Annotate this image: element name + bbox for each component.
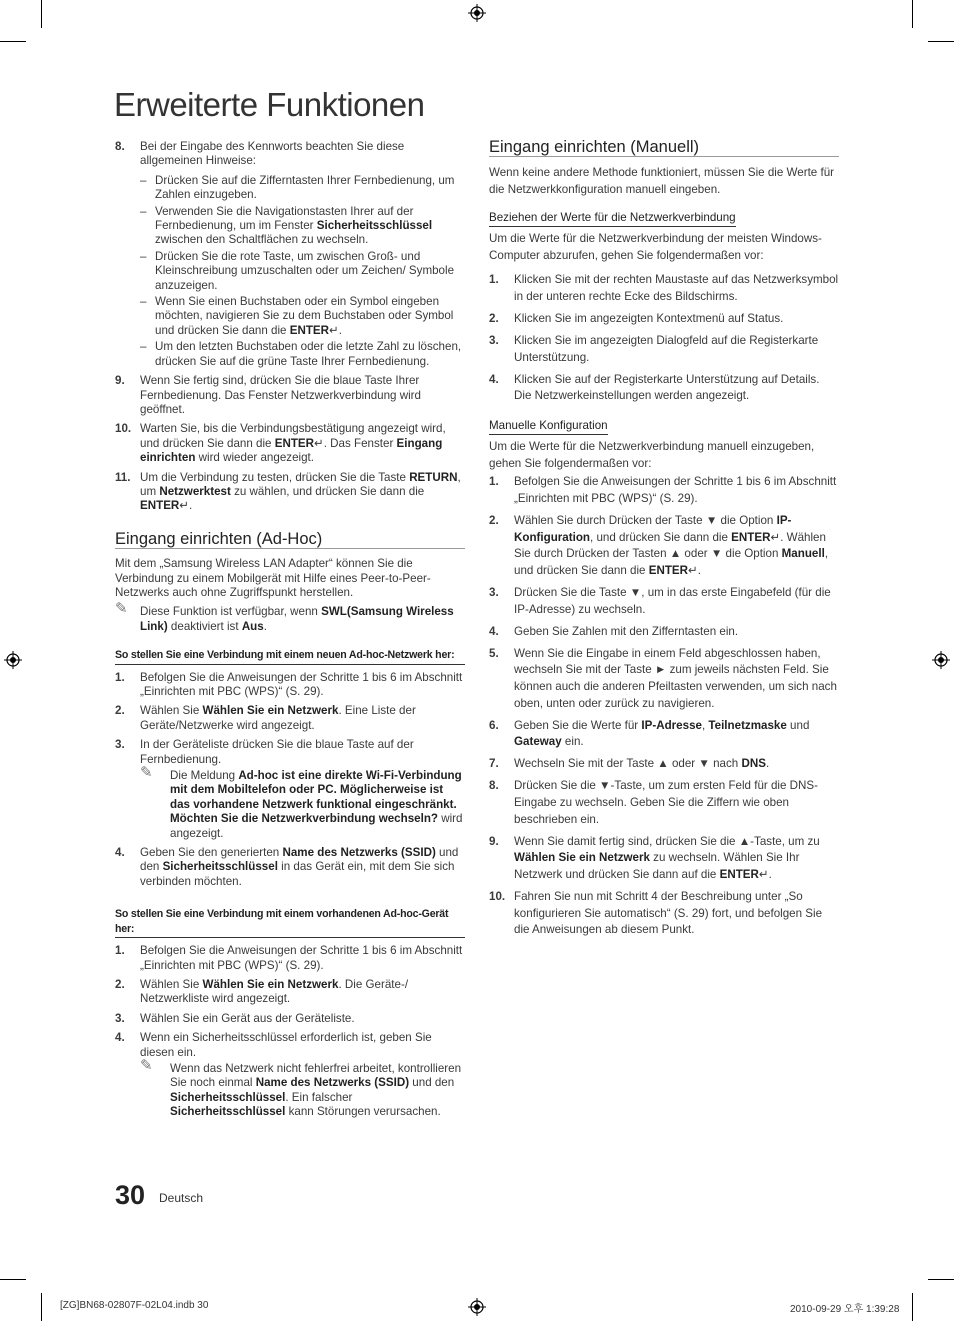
list-item: 3. Klicken Sie im angezeigten Dialogfeld auf die Registerkarte Unterstützung. — [489, 333, 819, 364]
list-item: 3. In der Geräteliste drücken Sie die blaue Taste auf der Fernbedienung. — [115, 738, 414, 766]
subsection-heading: Manuelle Konfiguration — [489, 419, 608, 435]
sub-list-item: – Verwenden Sie die Navigationstasten Ihrer auf der Fernbedienung, um im Fenster Sicherheitsschlüssel zwischen den Schaltflächen zu wechseln. — [140, 204, 433, 247]
enter-icon: ↵ — [758, 867, 769, 881]
list-item: 2. Wählen Sie Wählen Sie ein Netzwerk. Eine Liste der Geräte/Netzwerke wird angezeigt. — [115, 704, 416, 732]
footer-date: 2010-09-29 오후 1:39:28 — [790, 1304, 900, 1315]
list-item: 8. Bei der Eingabe des Kennworts beachten Sie diese allgemeinen Hinweise: — [115, 140, 405, 168]
list-item: 7. Wechseln Sie mit der Taste ▲ oder ▼ nach DNS. — [489, 757, 770, 771]
list-item: 2. Wählen Sie Wählen Sie ein Netzwerk. Die Geräte-/ Netzwerkliste wird angezeigt. — [115, 977, 409, 1006]
list-item: 4. Wenn ein Sicherheitsschlüssel erforderlich ist, geben Sie diesen ein. — [115, 1031, 432, 1059]
sub-list-item: – Wenn Sie einen Buchstaben oder ein Symbol eingeben möchten, navigieren Sie zu dem Buchstaben oder Symbol und drücken Sie dann die ENTER↵. — [140, 295, 454, 337]
enter-icon: ↵ — [329, 323, 339, 337]
right-column — [489, 140, 839, 944]
registration-mark-icon — [468, 1298, 486, 1316]
subsection-heading: So stellen Sie eine Verbindung mit einem vorhandenen Ad-hoc-Gerät her: — [115, 907, 465, 938]
registration-mark-icon — [468, 4, 486, 22]
crop-mark — [912, 1293, 913, 1321]
crop-mark — [928, 41, 954, 42]
page-number: 30 — [115, 1180, 146, 1210]
list-item: 5. Wenn Sie die Eingabe in einem Feld abgeschlossen haben, wechseln Sie mit der Taste ► zum jeweils nächsten Feld. Sie können auch die anderen Pfeiltasten verwenden, um sich nach oben, unten oder zurück zu navigieren. — [489, 646, 837, 710]
crop-mark — [912, 0, 913, 28]
note: ✎ Wenn das Netzwerk nicht fehlerfrei arbeitet, kontrollieren Sie noch einmal Name des Netzwerks (SSID) und den Sicherheitsschlüssel. Ein falscher Sicherheitsschlüssel kann Störungen verursachen. — [140, 1056, 462, 1119]
list-item: 3. Wählen Sie ein Gerät aus der Geräteliste. — [115, 1011, 355, 1025]
sub-list-item: – Drücken Sie auf die Zifferntasten Ihrer Fernbedienung, um Zahlen einzugeben. — [140, 173, 455, 202]
note-pen-icon: ✎ — [140, 764, 153, 782]
paragraph: Um die Werte für die Netzwerkverbindung manuell einzugeben, gehen Sie folgendermaßen vor: — [489, 440, 815, 470]
list-item: 4. Klicken Sie auf der Registerkarte Unterstützung auf Details. Die Netzwerkeinstellungen werden angezeigt. — [489, 372, 820, 403]
paragraph: Mit dem „Samsung Wireless LAN Adapter“ können Sie die Verbindung zu einem Mobilgerät mit Hilfe eines Peer-to-Peer-Netzwerks auch ohne Zugriffspunkt herstellen. — [115, 557, 431, 599]
list-item: 1. Klicken Sie mit der rechten Maustaste auf das Netzwerksymbol in der unteren rechte Ecke des Bildschirms. — [489, 273, 839, 303]
list-item: 10. Warten Sie, bis die Verbindungsbestätigung angezeigt wird, und drücken Sie dann die ENTER↵. Das Fenster Eingang einrichten wird wieder angezeigt. — [115, 422, 446, 465]
paragraph: Wenn keine andere Methode funktioniert, müssen Sie die Werte für die Netzwerkkonfiguration manuell eingeben. — [489, 166, 834, 196]
language-label: Deutsch — [159, 1191, 204, 1205]
registration-mark-icon — [932, 651, 950, 669]
footer-file: [ZG]BN68-02807F-02L04.indb 30 — [60, 1300, 209, 1311]
list-item: 4. Geben Sie den generierten Name des Netzwerks (SSID) und den Sicherheitsschlüssel in das Gerät ein, mit dem Sie sich verbinden möchten. — [115, 846, 459, 888]
section-heading: Eingang einrichten (Ad-Hoc) — [115, 532, 465, 549]
list-item: 2. Klicken Sie im angezeigten Kontextmenü auf Status. — [489, 311, 784, 325]
sub-list-item: – Um den letzten Buchstaben oder die letzte Zahl zu löschen, drücken Sie auf die grüne Taste Ihrer Fernbedienung. — [140, 340, 462, 368]
note-pen-icon: ✎ — [115, 600, 128, 618]
list-item: 2. Wählen Sie durch Drücken der Taste ▼ die Option IP-Konfiguration, und drücken Sie dann die ENTER↵. Wählen Sie durch Drücken der Tasten ▲ oder ▼ die Option Manuell, und drücken Sie dann die ENTER↵. — [489, 514, 829, 577]
list-item: 1. Befolgen Sie die Anweisungen der Schritte 1 bis 6 im Abschnitt „Einrichten mit PBC (WPS)“ (S. 29). — [115, 670, 463, 698]
subsection-heading: So stellen Sie eine Verbindung mit einem neuen Ad-hoc-Netzwerk her: — [115, 648, 465, 664]
enter-icon: ↵ — [688, 563, 698, 577]
list-item: 1. Befolgen Sie die Anweisungen der Schritte 1 bis 6 im Abschnitt „Einrichten mit PBC (WPS)“ (S. 29). — [115, 944, 463, 972]
enter-icon: ↵ — [770, 530, 781, 544]
list-item: 3. Drücken Sie die Taste ▼, um in das erste Eingabefeld (für die IP-Adresse) zu wechseln. — [489, 586, 831, 616]
crop-mark — [928, 1279, 954, 1280]
note: ✎ Diese Funktion ist verfügbar, wenn SWL(Samsung Wireless Link) deaktiviert ist Aus. — [115, 600, 454, 633]
registration-mark-icon — [4, 651, 22, 669]
section-heading: Eingang einrichten (Manuell) — [489, 140, 839, 157]
crop-mark — [41, 0, 42, 28]
paragraph: Um die Werte für die Netzwerkverbindung der meisten Windows-Computer abzurufen, gehen Sie folgendermaßen vor: — [489, 232, 822, 262]
list-item: 8. Drücken Sie die ▼-Taste, um zum ersten Feld für die DNS-Eingabe zu wechseln. Geben Sie die Ziffern wie oben beschrieben ein. — [489, 779, 819, 826]
list-item: 11. Um die Verbindung zu testen, drücken Sie die Taste RETURN, um Netzwerktest zu wählen, und drücken Sie dann die ENTER↵. — [115, 470, 461, 513]
note-pen-icon: ✎ — [140, 1056, 153, 1074]
page-title: Erweiterte Funktionen — [114, 86, 425, 123]
crop-mark — [0, 1279, 26, 1280]
note: ✎ Die Meldung Ad-hoc ist eine direkte Wi-Fi-Verbindung mit dem Mobiltelefon oder PC. Möglicherweise ist das vorhandene Netzwerk funktional eingeschränkt. Möchten Sie die Netzwerkverbindung wechseln? wird angezeigt. — [140, 764, 463, 840]
list-item: 4. Geben Sie Zahlen mit den Zifferntasten ein. — [489, 624, 739, 638]
enter-icon: ↵ — [179, 499, 190, 513]
crop-mark — [0, 41, 26, 42]
subsection-heading: Beziehen der Werte für die Netzwerkverbindung — [489, 211, 736, 227]
sub-list-item: – Drücken Sie die rote Taste, um zwischen Groß- und Kleinschreibung umzuschalten oder um Zeichen/ Symbole anzuzeigen. — [140, 249, 455, 292]
list-item: 10. Fahren Sie nun mit Schritt 4 der Beschreibung unter „So konfigurieren Sie automatisch“ (S. 29) fort, und befolgen Sie die Anweisungen ab diesem Punkt. — [489, 890, 823, 937]
crop-mark — [41, 1293, 42, 1321]
list-item: 6. Geben Sie die Werte für IP-Adresse, Teilnetzmaske und Gateway ein. — [489, 718, 810, 749]
list-item: 9. Wenn Sie fertig sind, drücken Sie die blaue Taste Ihrer Fernbedienung. Das Fenster Netzwerkverbindung wird geöffnet. — [115, 374, 421, 416]
list-item: 9. Wenn Sie damit fertig sind, drücken Sie die ▲-Taste, um zu Wählen Sie ein Netzwerk zu wechseln. Wählen Sie Ihr Netzwerk und drücken Sie dann auf die ENTER↵. — [489, 834, 820, 881]
enter-icon: ↵ — [314, 436, 324, 450]
left-column — [115, 140, 465, 1124]
list-item: 1. Befolgen Sie die Anweisungen der Schritte 1 bis 6 im Abschnitt „Einrichten mit PBC (WPS)“ (S. 29). — [489, 475, 837, 506]
